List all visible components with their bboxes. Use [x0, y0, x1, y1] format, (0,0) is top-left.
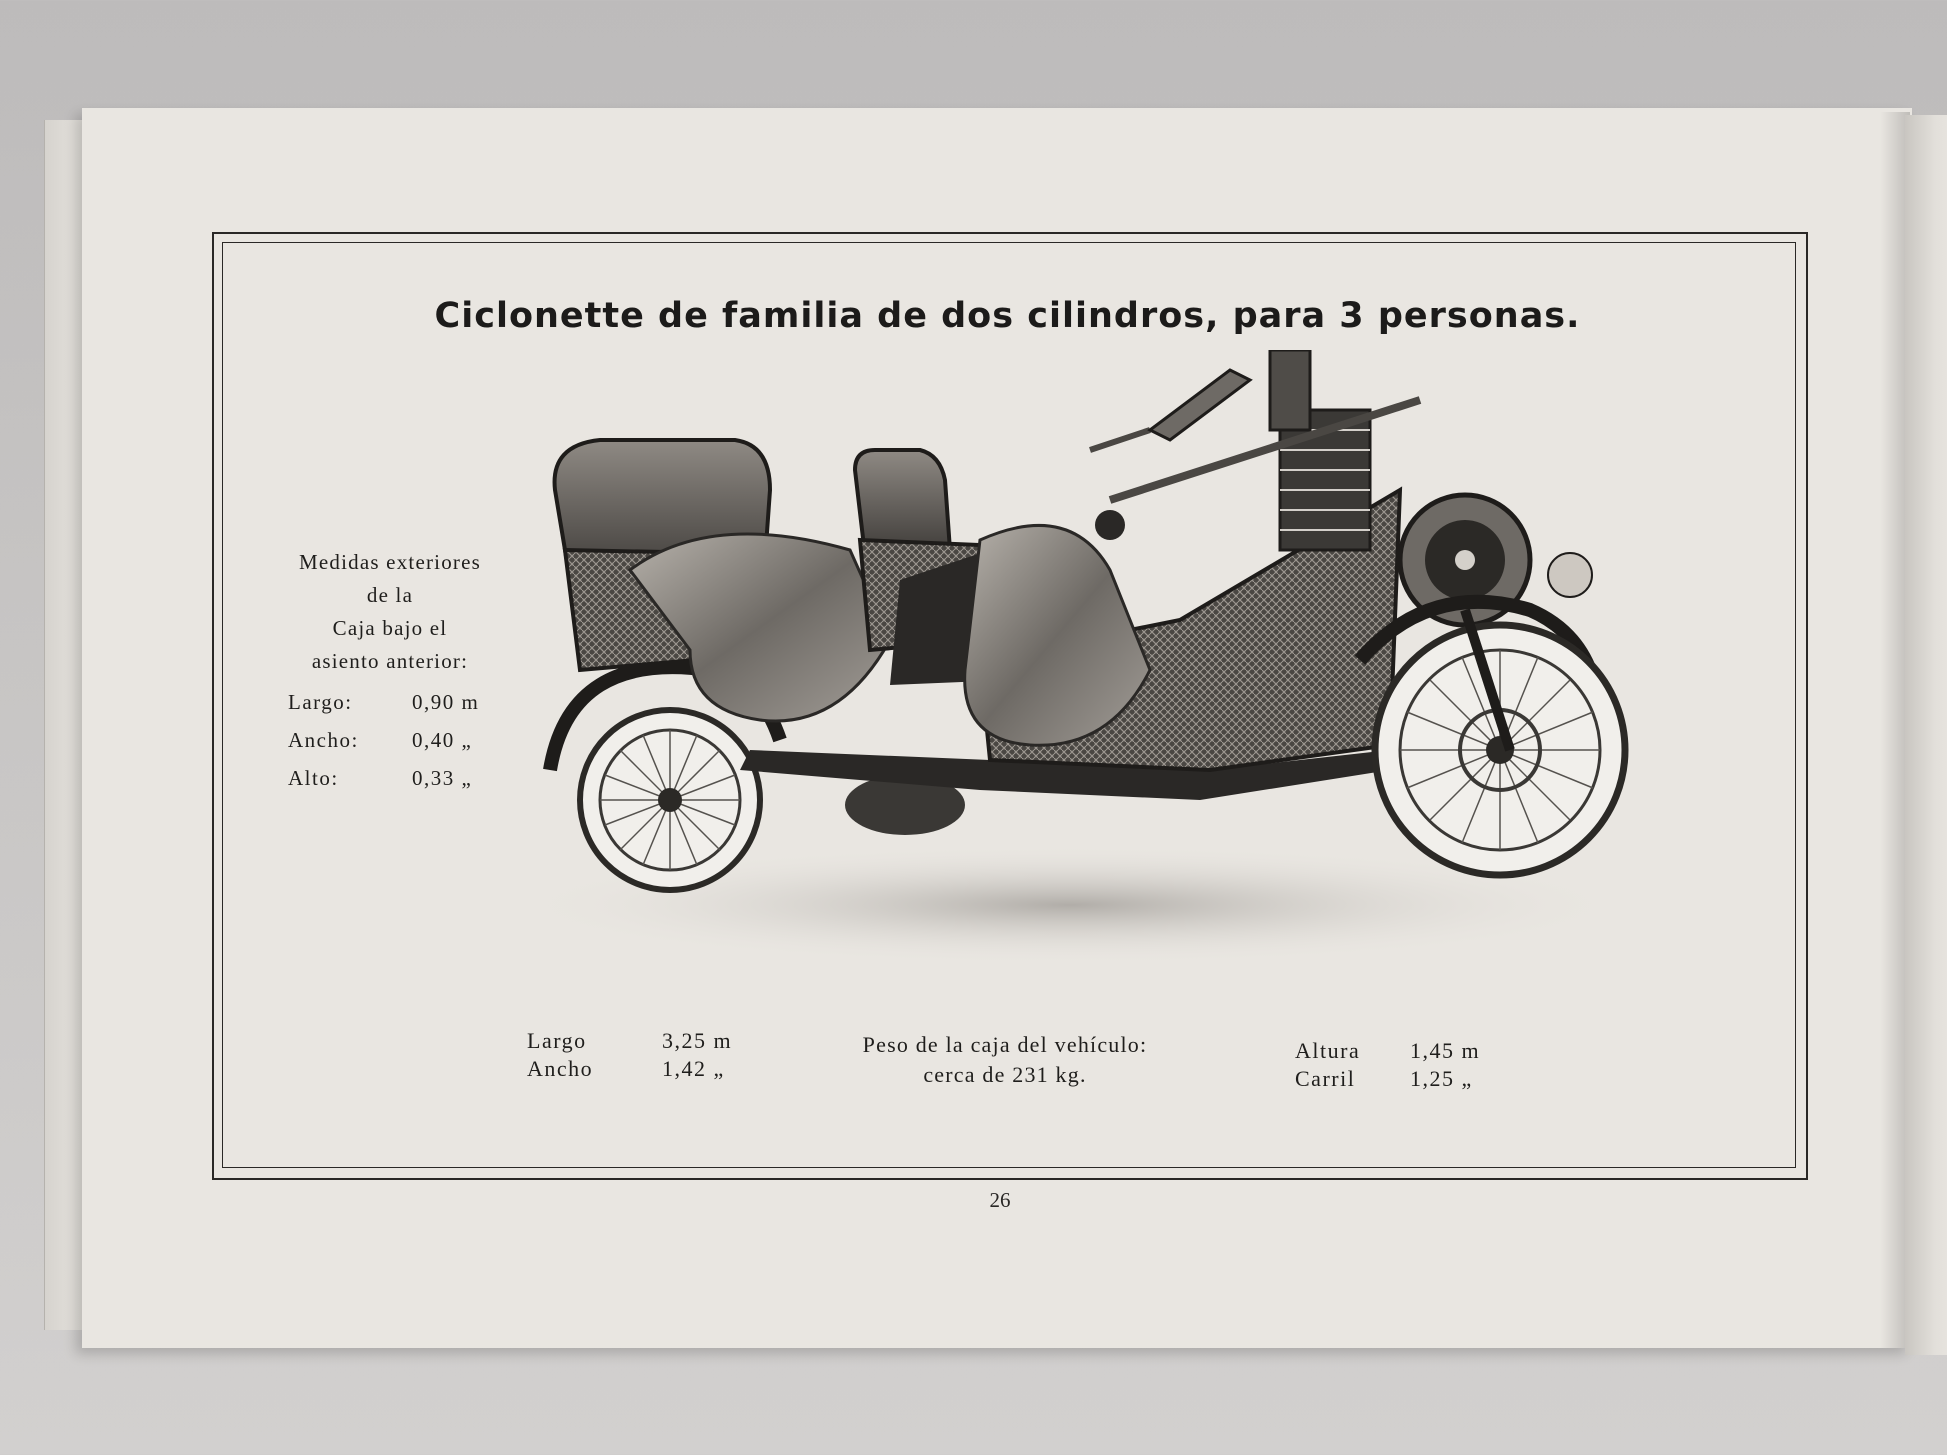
page-title: Ciclonette de familia de dos cilindros, para 3 personas. — [434, 296, 1581, 336]
box-dimensions — [280, 546, 500, 804]
dim-value: 0,90 m — [412, 690, 480, 714]
ciclonette-illustration — [510, 350, 1760, 970]
box-dim-row-ancho — [280, 728, 500, 766]
box-dimensions-heading — [280, 546, 500, 678]
spec-row-altura — [1295, 1038, 1535, 1066]
spec-label: Altura — [1295, 1038, 1361, 1063]
vehicle-weight — [825, 1030, 1185, 1090]
spec-value: 1,25 „ — [1410, 1066, 1473, 1091]
dim-label: Ancho: — [288, 728, 359, 752]
vehicle-specs-left — [527, 1028, 767, 1084]
facing-page-edge — [1905, 115, 1947, 1355]
spec-label: Carril — [1295, 1066, 1356, 1091]
spec-row-largo — [527, 1028, 767, 1056]
heading-line: Caja bajo el — [332, 616, 448, 640]
spec-label: Largo — [527, 1028, 587, 1053]
heading-line: de la — [366, 583, 414, 607]
spec-label: Ancho — [527, 1056, 594, 1081]
spec-value: 1,42 „ — [662, 1056, 725, 1081]
spec-row-ancho — [527, 1056, 767, 1084]
box-dim-row-alto — [280, 766, 500, 804]
dim-value: 0,40 „ — [412, 728, 473, 752]
dim-label: Largo: — [288, 690, 353, 714]
weight-line: cerca de 231 kg. — [923, 1062, 1087, 1087]
front-seat — [855, 450, 1150, 745]
rear-wheel — [580, 710, 760, 890]
spec-value: 1,45 m — [1410, 1038, 1481, 1063]
weight-line: Peso de la caja del vehículo: — [862, 1032, 1148, 1057]
vehicle-specs-right — [1295, 1038, 1535, 1094]
front-wheel — [1360, 602, 1625, 875]
spec-row-carril — [1295, 1066, 1535, 1094]
box-dim-row-largo — [280, 690, 500, 728]
spec-value: 3,25 m — [662, 1028, 733, 1053]
heading-line: asiento anterior: — [311, 649, 469, 673]
dim-label: Alto: — [288, 766, 339, 790]
page-number: 26 — [989, 1188, 1011, 1212]
dim-value: 0,33 „ — [412, 766, 473, 790]
heading-line: Medidas exteriores — [299, 550, 481, 574]
